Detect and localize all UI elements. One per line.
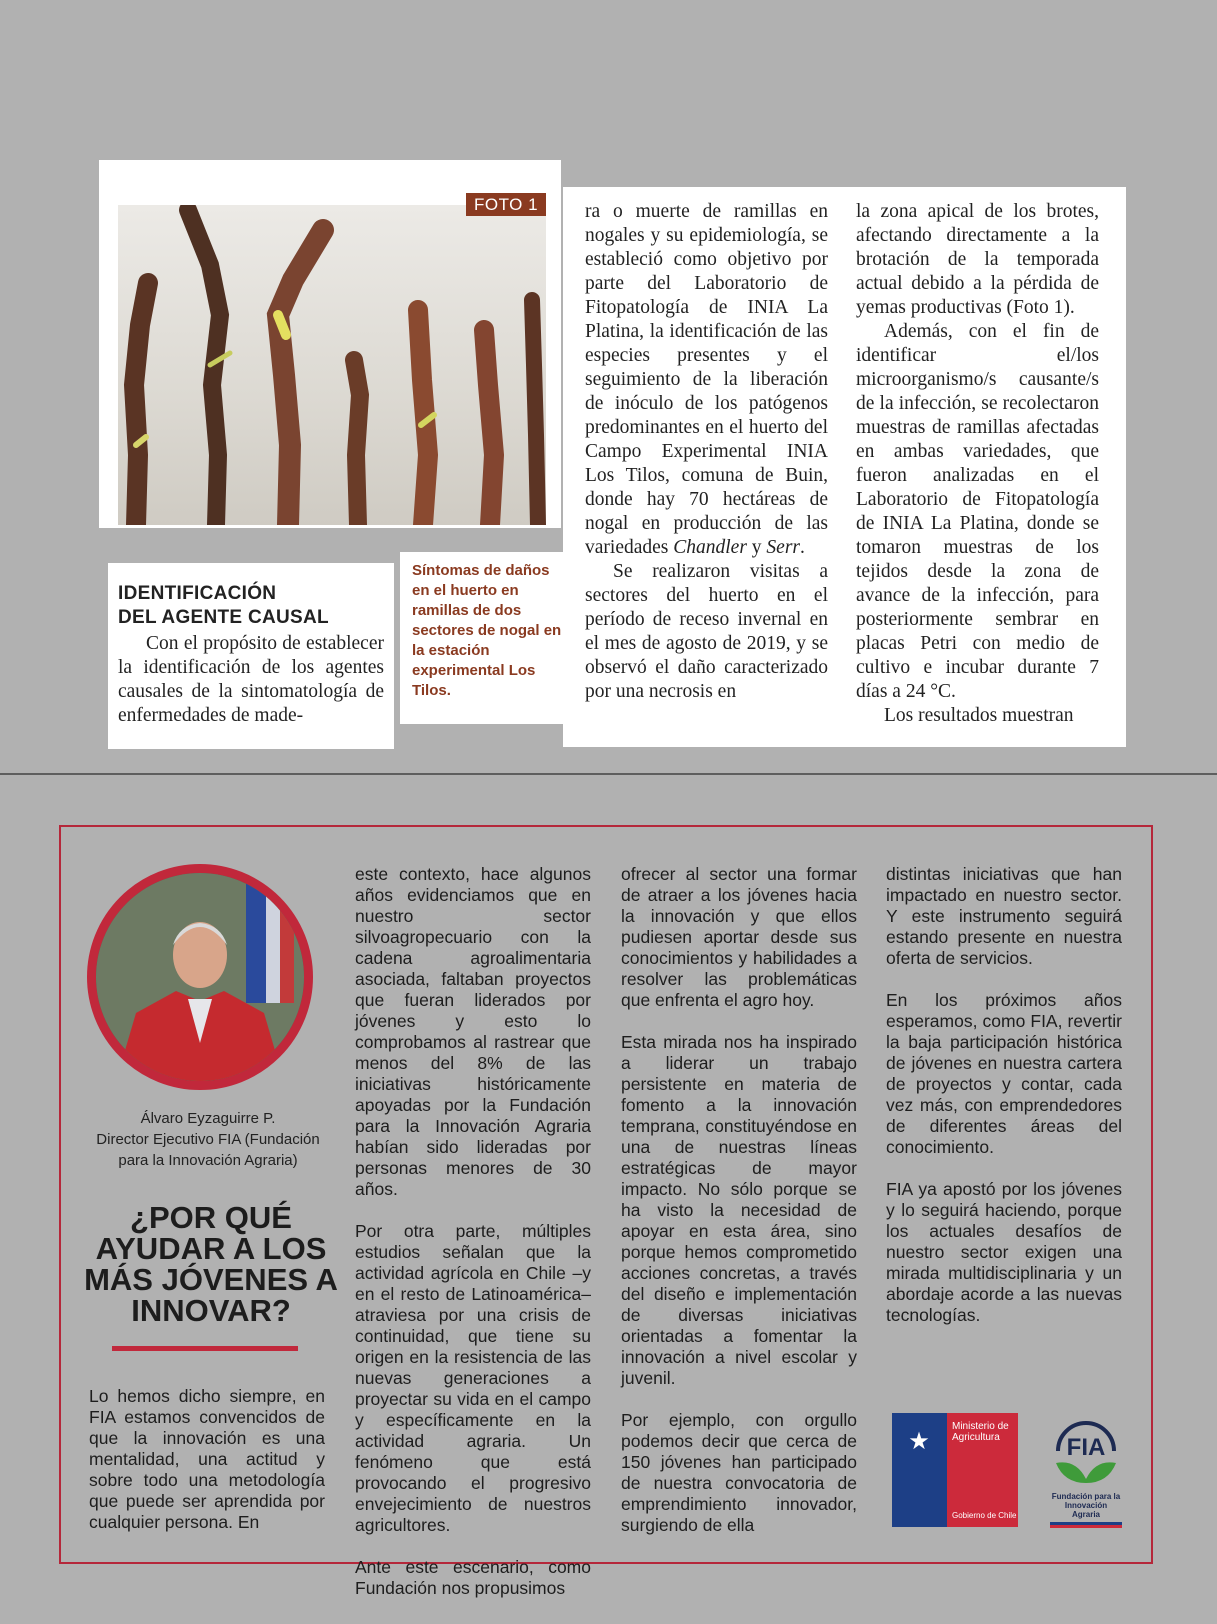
article-column-3 xyxy=(856,200,1099,728)
section-heading xyxy=(118,582,388,630)
column-text-1 xyxy=(89,1386,325,1554)
column-text-4 xyxy=(886,864,1122,1347)
column-headline: ¿POR QUÉ AYUDAR A LOS MÁS JÓVENES A INNOVAR? xyxy=(84,1200,338,1328)
fia-logo xyxy=(1050,1417,1122,1529)
col-a-paragraph-1: Con el propósito de establecer la identificación de los agentes causales de la sintomatología de enfermedades de made- xyxy=(118,633,384,726)
col4-paragraph-3: FIA ya apostó por los jóvenes y lo seguirá haciendo, porque los actuales desafíos de nuestro sector exigen una mirada multidisciplinaria y un abordaje acorde a las nuevas tecnologías. xyxy=(886,1179,1122,1325)
col2-paragraph-1: este contexto, hace algunos años evidenciamos que en nuestro sector silvoagropecuario con la cadena agroalimentaria asociada, faltaban proyectos que fueran liderados por jóvenes y esto lo comprobamos al rastrear que menos del 8% de las iniciativas históricamente apoyadas por la Fundación para la Innovación Agraria habían sido lideradas por personas menores de 30 años. xyxy=(355,864,591,1199)
fia-full-name: Fundación para la Innovación Agraria xyxy=(1051,1492,1121,1519)
section-heading-line-1: IDENTIFICACIÓN xyxy=(118,583,277,604)
col3-paragraph-1: ofrecer al sector una formar de atraer a los jóvenes hacia la innovación y que ellos pudiesen aportar desde sus conocimientos y habilidades a resolver las problemáticas que enfrenta el agro hoy. xyxy=(621,864,857,1010)
section-heading-line-2: DEL AGENTE CAUSAL xyxy=(118,607,329,628)
ministerio-red-panel xyxy=(947,1413,1018,1527)
col2-paragraph-3: Ante este escenario, como Fundación nos propusimos xyxy=(355,1557,591,1598)
column-text-2 xyxy=(355,864,591,1620)
col3-paragraph-3: Por ejemplo, con orgullo podemos decir que cerca de 150 jóvenes han participado de nuestra convocatoria de emprendimiento innovador, surgiendo de ella xyxy=(621,1410,857,1535)
col-d-paragraph-3: Los resultados muestran xyxy=(884,705,1074,726)
col3-paragraph-2: Esta mirada nos ha inspirado a liderar un trabajo persistente en materia de fomento a la innovación temprana, constituyéndose en una de nuestras líneas estratégicas de mayor impacto. No sólo porque se ha visto la necesidad de apoyar en esta área, sino porque hemos comprometido acciones concretas, a través del diseño e implementación de diversas iniciativas orientadas a fomentar la innovación a nivel escolar y juvenil. xyxy=(621,1032,857,1388)
gobierno-name: Gobierno de Chile xyxy=(952,1511,1017,1520)
col4-paragraph-1: distintas iniciativas que han impactado en nuestro sector. Y este instrumento seguirá estando presente en nuestra oferta de servicios. xyxy=(886,864,1122,968)
coat-of-arms-icon: ★ xyxy=(908,1428,930,1455)
fia-red-rule xyxy=(1050,1525,1122,1528)
article-column-1 xyxy=(118,632,384,728)
col-d-paragraph-2: Además, con el fin de identificar el/los microorganismo/s causante/s de la infección, se recolectaron muestras de ramillas afectadas en ambas variedades, que fueron analizadas en el Laboratorio de Fitopatología de INIA La Platina, donde se tomaron muestras de los tejidos desde la zona de avance de la infección, para posteriormente sembrar en placas Petri con medio de cultivo e incubar durante 7 días a 24 °C. xyxy=(856,321,1099,702)
section-divider xyxy=(0,773,1217,775)
col-c-conj: y xyxy=(746,537,767,558)
headline-rule xyxy=(112,1346,298,1351)
twigs-illustration xyxy=(118,205,546,525)
col-c-paragraph-2: Se realizaron visitas a sectores del huerto en el período de receso invernal en el mes de agosto de 2019, y se observó el daño caracterizado por una necrosis en xyxy=(585,561,828,702)
twig-photo xyxy=(118,205,546,525)
fia-mark: FIA xyxy=(1066,1434,1106,1461)
portrait-illustration xyxy=(96,873,304,1081)
variety-chandler: Chandler xyxy=(673,537,747,558)
col2-paragraph-2: Por otra parte, múltiples estudios señalan que la actividad agrícola en Chile –y en el resto de Latinoamérica– atraviesa por una crisis de continuidad, que tiene su origen en la resistencia de las nuevas generaciones a proyectar su vida en el campo y específicamente en la actividad agraria. Un fenómeno que está provocando el progresivo envejecimiento de nuestros agricultores. xyxy=(355,1221,591,1535)
ministerio-blue-panel xyxy=(892,1413,947,1527)
author-name: Álvaro Eyzaguirre P. xyxy=(140,1110,276,1127)
ministerio-name: Ministerio de Agricultura xyxy=(952,1421,1009,1443)
col-d-paragraph-1: la zona apical de los brotes, afectando directamente a la brotación de la temporada actual debido a la pérdida de yemas productivas (Foto 1). xyxy=(856,201,1099,318)
col1-paragraph-1: Lo hemos dicho siempre, en FIA estamos convencidos de que la innovación es una mentalidad, una actitud y sobre todo una metodología que puede ser aprendida por cualquier persona. En xyxy=(89,1386,325,1532)
article-column-2 xyxy=(585,200,828,704)
portrait-caption xyxy=(80,1108,336,1171)
photo-caption: Síntomas de daños en el huerto en ramillas de dos sectores de nogal en la estación experimental Los Tilos. xyxy=(412,562,562,699)
fia-leaf-icon xyxy=(1050,1417,1122,1487)
col4-paragraph-2: En los próximos años esperamos, como FIA, revertir la baja participación histórica de jóvenes en nuestra cartera de proyectos y contar, cada vez más, con emprendedores de diferentes áreas del conocimiento. xyxy=(886,990,1122,1157)
photo-tag: FOTO 1 xyxy=(466,193,546,216)
ministerio-logo xyxy=(892,1413,1018,1527)
author-portrait xyxy=(87,864,313,1090)
column-text-3 xyxy=(621,864,857,1557)
col-c-period: . xyxy=(800,537,805,558)
col-c-text: ra o muerte de ramillas en nogales y su epidemiología, se estableció como objetivo por parte del Laboratorio de Fitopatología de INIA La Platina, la identificación de las especies presentes y el seguimiento de la liberación de inóculo de los patógenos predominantes en el huerto del Campo Experimental INIA Los Tilos, comuna de Buin, donde hay 70 hectáreas de nogal en producción de las variedades xyxy=(585,201,828,558)
variety-serr: Serr xyxy=(766,537,801,558)
author-role: Director Ejecutivo FIA (Fundación para la Innovación Agraria) xyxy=(96,1131,320,1169)
